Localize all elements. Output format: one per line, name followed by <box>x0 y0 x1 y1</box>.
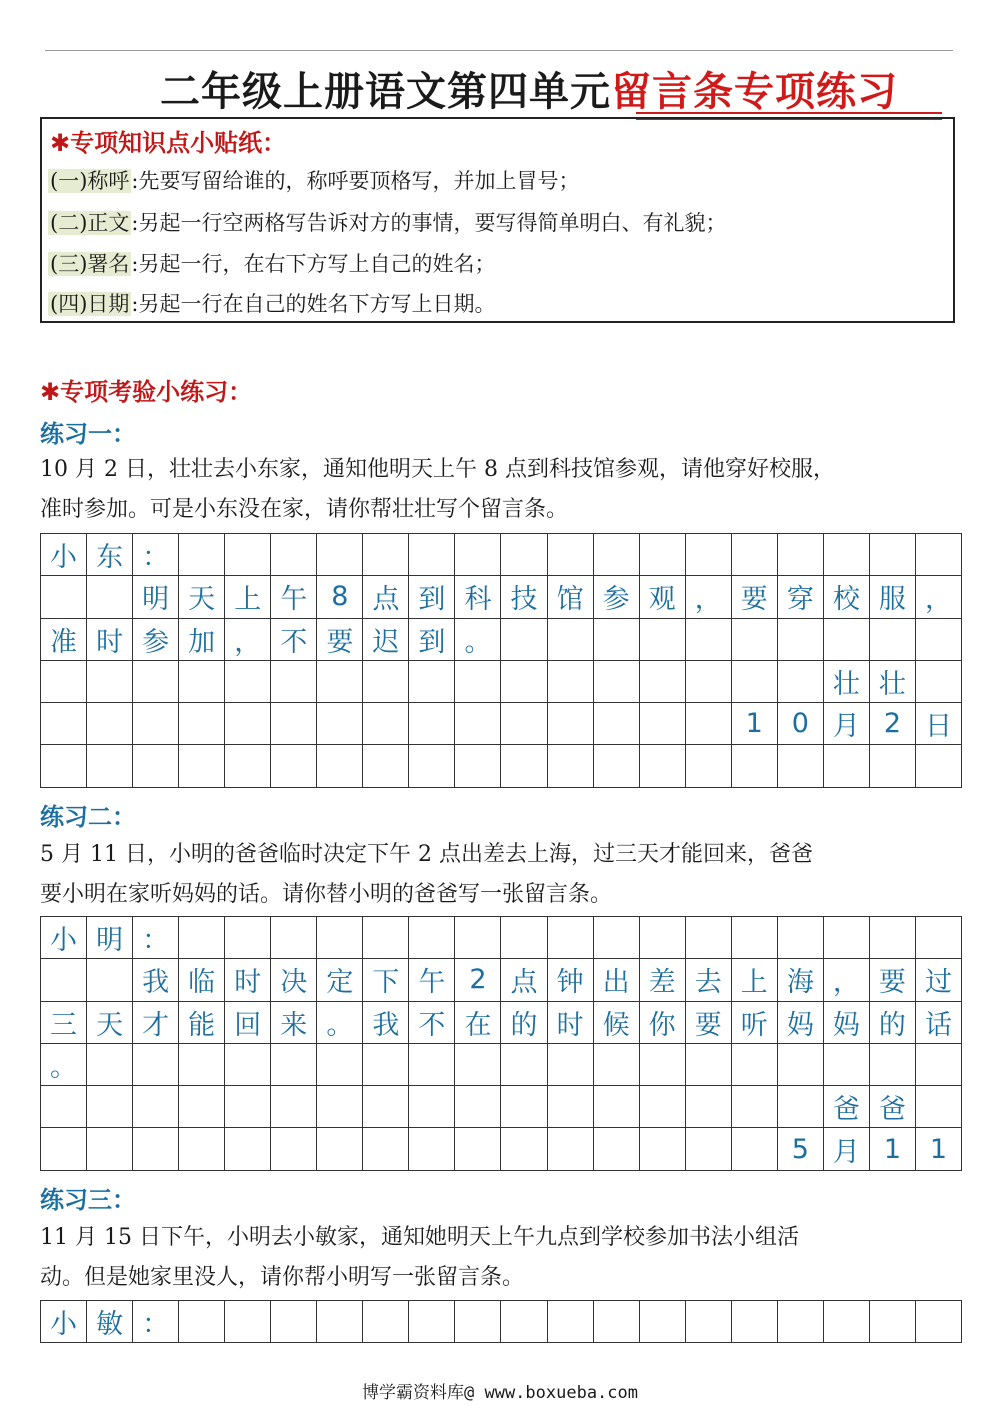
grid-cell: 要 <box>686 1002 732 1044</box>
grid-cell <box>271 534 317 576</box>
grid-cell: 1 <box>916 1128 962 1170</box>
grid-cell: 馆 <box>548 576 594 618</box>
grid-cell: 话 <box>916 1002 962 1044</box>
grid-cell: 才 <box>133 1002 179 1044</box>
footer-watermark: 博学霸资料库@ www.boxueba.com <box>362 1383 638 1403</box>
grid-cell: ， <box>225 619 271 661</box>
grid-cell <box>501 1301 547 1343</box>
grid-cell <box>179 1301 225 1343</box>
grid-cell <box>916 1086 962 1128</box>
exercise-3-prompt <box>40 1218 960 1298</box>
grid-cell <box>824 917 870 959</box>
grid-cell <box>640 917 686 959</box>
grid-cell <box>870 917 916 959</box>
grid-cell <box>686 661 732 703</box>
grid-cell: 2 <box>455 959 501 1001</box>
grid-cell: 时 <box>548 1002 594 1044</box>
grid-cell: 参 <box>594 576 640 618</box>
grid-cell: 午 <box>409 959 455 1001</box>
grid-cell <box>455 1044 501 1086</box>
grid-cell <box>409 534 455 576</box>
grid-cell: 点 <box>363 576 409 618</box>
grid-cell <box>732 1128 778 1170</box>
grid-cell: 下 <box>363 959 409 1001</box>
grid-cell <box>271 703 317 745</box>
grid-cell <box>640 661 686 703</box>
grid-cell <box>778 661 824 703</box>
practice-heading: ✱专项考验小练习： <box>40 378 253 406</box>
grid-cell <box>501 917 547 959</box>
grid-cell: 决 <box>271 959 317 1001</box>
grid-cell <box>133 1128 179 1170</box>
prompt-line: 5 月 11 日，小明的爸爸临时决定下午 2 点出差去上海，过三天才能回来，爸爸 <box>40 842 813 867</box>
knowledge-tag: (一)称呼 <box>50 169 130 193</box>
grid-cell: 小 <box>41 534 87 576</box>
grid-cell <box>271 1086 317 1128</box>
grid-cell <box>594 1044 640 1086</box>
grid-cell: 定 <box>317 959 363 1001</box>
knowledge-tag: (二)正文 <box>50 211 130 235</box>
grid-cell <box>225 1128 271 1170</box>
grid-cell <box>409 917 455 959</box>
grid-cell: 5 <box>778 1128 824 1170</box>
grid-cell: 技 <box>501 576 547 618</box>
grid-cell <box>179 745 225 787</box>
grid-cell <box>87 1044 133 1086</box>
grid-cell: 小 <box>41 1301 87 1343</box>
grid-cell: 不 <box>409 1002 455 1044</box>
grid-cell <box>548 534 594 576</box>
grid-cell <box>409 1301 455 1343</box>
grid-cell <box>87 1086 133 1128</box>
grid-cell <box>317 745 363 787</box>
grid-cell <box>916 745 962 787</box>
grid-cell: 东 <box>87 534 133 576</box>
grid-cell: 上 <box>225 576 271 618</box>
grid-cell <box>179 703 225 745</box>
grid-cell: 2 <box>870 703 916 745</box>
page-title <box>160 60 898 115</box>
grid-cell: 月 <box>824 1128 870 1170</box>
grid-cell: 能 <box>179 1002 225 1044</box>
exercise-3-grid <box>40 1300 962 1343</box>
grid-cell: 爸 <box>870 1086 916 1128</box>
grid-cell: 回 <box>225 1002 271 1044</box>
grid-cell: 过 <box>916 959 962 1001</box>
grid-cell <box>133 745 179 787</box>
grid-cell <box>41 661 87 703</box>
grid-cell: 日 <box>916 703 962 745</box>
grid-cell <box>317 1301 363 1343</box>
grid-cell: 上 <box>732 959 778 1001</box>
grid-cell <box>501 703 547 745</box>
grid-cell <box>686 1086 732 1128</box>
grid-cell <box>916 661 962 703</box>
grid-cell: 明 <box>87 917 133 959</box>
grid-cell <box>501 619 547 661</box>
grid-cell <box>455 1301 501 1343</box>
knowledge-text: :先要写留给谁的，称呼要顶格写，并加上冒号； <box>131 169 580 193</box>
grid-cell <box>87 661 133 703</box>
grid-cell: 壮 <box>870 661 916 703</box>
grid-cell <box>824 619 870 661</box>
grid-cell <box>363 534 409 576</box>
exercise-1-grid <box>40 533 962 788</box>
grid-cell <box>317 703 363 745</box>
grid-cell: 点 <box>501 959 547 1001</box>
grid-cell <box>225 661 271 703</box>
grid-cell <box>271 1301 317 1343</box>
grid-cell: ， <box>824 959 870 1001</box>
grid-cell <box>594 917 640 959</box>
grid-cell <box>271 745 317 787</box>
grid-cell <box>548 917 594 959</box>
grid-cell <box>317 1044 363 1086</box>
grid-cell: ： <box>133 1301 179 1343</box>
grid-cell <box>41 703 87 745</box>
grid-cell: 观 <box>640 576 686 618</box>
grid-cell <box>179 1128 225 1170</box>
knowledge-text: :另起一行空两格写告诉对方的事情，要写得简单明白、有礼貌； <box>131 211 727 235</box>
grid-cell: 出 <box>594 959 640 1001</box>
exercise-1-prompt <box>40 450 960 530</box>
grid-cell <box>271 1128 317 1170</box>
grid-cell <box>41 745 87 787</box>
grid-cell <box>594 1086 640 1128</box>
grid-cell: 临 <box>179 959 225 1001</box>
grid-cell <box>640 534 686 576</box>
grid-cell: 壮 <box>824 661 870 703</box>
grid-cell: 。 <box>317 1002 363 1044</box>
grid-cell <box>548 1128 594 1170</box>
grid-cell: 听 <box>732 1002 778 1044</box>
grid-cell: 敏 <box>87 1301 133 1343</box>
knowledge-tag: (四)日期 <box>50 292 130 316</box>
exercise-2-prompt <box>40 835 960 915</box>
grid-cell <box>686 1044 732 1086</box>
grid-cell <box>824 534 870 576</box>
knowledge-box <box>40 117 955 323</box>
grid-cell <box>179 1044 225 1086</box>
grid-cell <box>409 1128 455 1170</box>
grid-cell <box>594 1128 640 1170</box>
grid-cell <box>455 917 501 959</box>
grid-cell <box>409 1044 455 1086</box>
prompt-line: 动。但是她家里没人，请你帮小明写一张留言条。 <box>40 1265 525 1290</box>
grid-cell <box>686 1301 732 1343</box>
grid-cell <box>363 1128 409 1170</box>
grid-cell <box>548 745 594 787</box>
grid-cell <box>225 703 271 745</box>
grid-cell <box>455 661 501 703</box>
grid-cell <box>732 661 778 703</box>
grid-cell <box>225 917 271 959</box>
grid-cell <box>271 917 317 959</box>
grid-cell <box>363 661 409 703</box>
grid-cell <box>501 534 547 576</box>
grid-cell <box>409 661 455 703</box>
grid-cell <box>501 1086 547 1128</box>
grid-cell: ， <box>686 576 732 618</box>
grid-cell <box>87 1128 133 1170</box>
grid-cell <box>41 576 87 618</box>
grid-cell <box>409 1086 455 1128</box>
grid-cell <box>133 1086 179 1128</box>
grid-cell <box>686 703 732 745</box>
grid-cell <box>363 703 409 745</box>
grid-cell <box>640 1301 686 1343</box>
grid-cell <box>455 703 501 745</box>
grid-cell: 天 <box>179 576 225 618</box>
grid-cell: 候 <box>594 1002 640 1044</box>
grid-cell <box>870 1301 916 1343</box>
grid-cell <box>455 534 501 576</box>
grid-cell <box>594 534 640 576</box>
grid-cell <box>317 661 363 703</box>
prompt-line: 准时参加。可是小东没在家，请你帮壮壮写个留言条。 <box>40 497 569 522</box>
grid-cell: 。 <box>455 619 501 661</box>
grid-cell <box>87 745 133 787</box>
grid-cell <box>548 1044 594 1086</box>
grid-cell <box>501 1044 547 1086</box>
knowledge-item <box>48 163 579 199</box>
grid-cell: 明 <box>133 576 179 618</box>
grid-cell: 加 <box>179 619 225 661</box>
grid-cell <box>225 534 271 576</box>
grid-cell: 要 <box>317 619 363 661</box>
grid-cell: 的 <box>870 1002 916 1044</box>
grid-cell: 1 <box>870 1128 916 1170</box>
grid-cell: 校 <box>824 576 870 618</box>
grid-cell <box>87 959 133 1001</box>
grid-cell <box>640 703 686 745</box>
grid-cell: 的 <box>501 1002 547 1044</box>
grid-cell <box>732 745 778 787</box>
grid-cell: 0 <box>778 703 824 745</box>
grid-cell <box>824 745 870 787</box>
grid-cell: ： <box>133 534 179 576</box>
grid-cell <box>778 1044 824 1086</box>
grid-cell: 科 <box>455 576 501 618</box>
grid-cell <box>363 1301 409 1343</box>
grid-cell <box>686 534 732 576</box>
grid-cell <box>179 1086 225 1128</box>
grid-cell: 海 <box>778 959 824 1001</box>
grid-cell <box>501 1128 547 1170</box>
grid-cell <box>732 917 778 959</box>
grid-cell <box>133 703 179 745</box>
grid-cell <box>778 1301 824 1343</box>
grid-cell: 爸 <box>824 1086 870 1128</box>
grid-cell <box>363 1086 409 1128</box>
grid-cell <box>686 1128 732 1170</box>
grid-cell <box>548 619 594 661</box>
grid-cell: 午 <box>271 576 317 618</box>
grid-cell <box>870 619 916 661</box>
knowledge-tag: (三)署名 <box>50 252 130 276</box>
grid-cell <box>363 1044 409 1086</box>
grid-cell <box>409 703 455 745</box>
grid-cell <box>916 619 962 661</box>
grid-cell: 不 <box>271 619 317 661</box>
grid-cell: 到 <box>409 576 455 618</box>
grid-cell: 妈 <box>778 1002 824 1044</box>
grid-cell <box>501 661 547 703</box>
grid-cell <box>41 1128 87 1170</box>
grid-cell: 。 <box>41 1044 87 1086</box>
grid-cell <box>824 1044 870 1086</box>
grid-cell: 穿 <box>778 576 824 618</box>
grid-cell <box>41 1086 87 1128</box>
grid-cell <box>594 661 640 703</box>
grid-cell <box>225 1301 271 1343</box>
grid-cell <box>87 703 133 745</box>
grid-cell: 参 <box>133 619 179 661</box>
exercise-3-heading: 练习三： <box>40 1186 136 1214</box>
title-accent: 留言条专项练习 <box>611 69 898 115</box>
grid-cell: 天 <box>87 1002 133 1044</box>
prompt-line: 要小明在家听妈妈的话。请你替小明的爸爸写一张留言条。 <box>40 882 613 907</box>
grid-cell <box>594 1301 640 1343</box>
title-main: 二年级上册语文第四单元 <box>160 69 611 115</box>
grid-cell: 到 <box>409 619 455 661</box>
grid-cell <box>179 917 225 959</box>
grid-cell: 我 <box>133 959 179 1001</box>
grid-cell <box>732 1086 778 1128</box>
grid-cell <box>686 619 732 661</box>
grid-cell: 要 <box>870 959 916 1001</box>
grid-cell <box>317 534 363 576</box>
grid-cell <box>225 1044 271 1086</box>
grid-cell: 要 <box>732 576 778 618</box>
grid-cell: 准 <box>41 619 87 661</box>
grid-cell: 三 <box>41 1002 87 1044</box>
grid-cell <box>594 745 640 787</box>
grid-cell <box>317 1086 363 1128</box>
grid-cell <box>640 745 686 787</box>
grid-cell <box>225 1086 271 1128</box>
grid-cell <box>640 619 686 661</box>
grid-cell <box>317 1128 363 1170</box>
grid-cell <box>778 534 824 576</box>
knowledge-item <box>48 205 726 241</box>
grid-cell: 妈 <box>824 1002 870 1044</box>
grid-cell: 时 <box>87 619 133 661</box>
grid-cell <box>594 619 640 661</box>
prompt-line: 11 月 15 日下午，小明去小敏家，通知她明天上午九点到学校参加书法小组活 <box>40 1225 799 1250</box>
grid-cell <box>916 917 962 959</box>
grid-cell <box>916 1044 962 1086</box>
grid-cell <box>41 959 87 1001</box>
grid-cell: 服 <box>870 576 916 618</box>
grid-cell <box>501 745 547 787</box>
grid-cell <box>363 745 409 787</box>
grid-cell: 钟 <box>548 959 594 1001</box>
grid-cell <box>732 1044 778 1086</box>
grid-cell <box>548 703 594 745</box>
grid-cell <box>179 661 225 703</box>
grid-cell <box>133 661 179 703</box>
grid-cell <box>455 1086 501 1128</box>
grid-cell <box>317 917 363 959</box>
grid-cell <box>548 661 594 703</box>
grid-cell: 我 <box>363 1002 409 1044</box>
grid-cell <box>87 576 133 618</box>
grid-cell: 月 <box>824 703 870 745</box>
grid-cell <box>778 1086 824 1128</box>
grid-cell: 在 <box>455 1002 501 1044</box>
grid-cell <box>225 745 271 787</box>
grid-cell <box>732 534 778 576</box>
grid-cell <box>824 1301 870 1343</box>
prompt-line: 10 月 2 日，壮壮去小东家，通知他明天上午 8 点到科技馆参观，请他穿好校服， <box>40 457 835 482</box>
grid-cell <box>778 745 824 787</box>
exercise-2-heading: 练习二： <box>40 803 136 831</box>
grid-cell <box>594 703 640 745</box>
knowledge-item <box>48 246 495 282</box>
grid-cell: 来 <box>271 1002 317 1044</box>
grid-cell <box>179 534 225 576</box>
grid-cell <box>870 1044 916 1086</box>
grid-cell <box>548 1086 594 1128</box>
top-rule <box>45 50 953 51</box>
grid-cell <box>870 745 916 787</box>
grid-cell: 小 <box>41 917 87 959</box>
grid-cell: 8 <box>317 576 363 618</box>
grid-cell: ， <box>916 576 962 618</box>
grid-cell <box>363 917 409 959</box>
grid-cell <box>732 1301 778 1343</box>
grid-cell: 时 <box>225 959 271 1001</box>
knowledge-heading: ✱专项知识点小贴纸： <box>50 129 287 157</box>
exercise-1-heading: 练习一： <box>40 420 136 448</box>
grid-cell <box>455 1128 501 1170</box>
grid-cell <box>640 1128 686 1170</box>
grid-cell <box>271 1044 317 1086</box>
knowledge-text: :另起一行在自己的姓名下方写上日期。 <box>131 292 496 316</box>
grid-cell <box>640 1086 686 1128</box>
grid-cell <box>640 1044 686 1086</box>
grid-cell <box>732 619 778 661</box>
grid-cell <box>916 534 962 576</box>
grid-cell: 差 <box>640 959 686 1001</box>
grid-cell: 去 <box>686 959 732 1001</box>
grid-cell: 1 <box>732 703 778 745</box>
grid-cell <box>548 1301 594 1343</box>
grid-cell <box>778 619 824 661</box>
grid-cell <box>133 1044 179 1086</box>
grid-cell: ： <box>133 917 179 959</box>
grid-cell: 迟 <box>363 619 409 661</box>
grid-cell <box>409 745 455 787</box>
grid-cell <box>686 917 732 959</box>
grid-cell <box>686 745 732 787</box>
grid-cell <box>778 917 824 959</box>
grid-cell: 你 <box>640 1002 686 1044</box>
knowledge-item <box>48 286 495 322</box>
exercise-2-grid <box>40 916 962 1171</box>
grid-cell <box>916 1301 962 1343</box>
knowledge-text: :另起一行，在右下方写上自己的姓名； <box>131 252 496 276</box>
grid-cell <box>870 534 916 576</box>
grid-cell <box>455 745 501 787</box>
grid-cell <box>271 661 317 703</box>
